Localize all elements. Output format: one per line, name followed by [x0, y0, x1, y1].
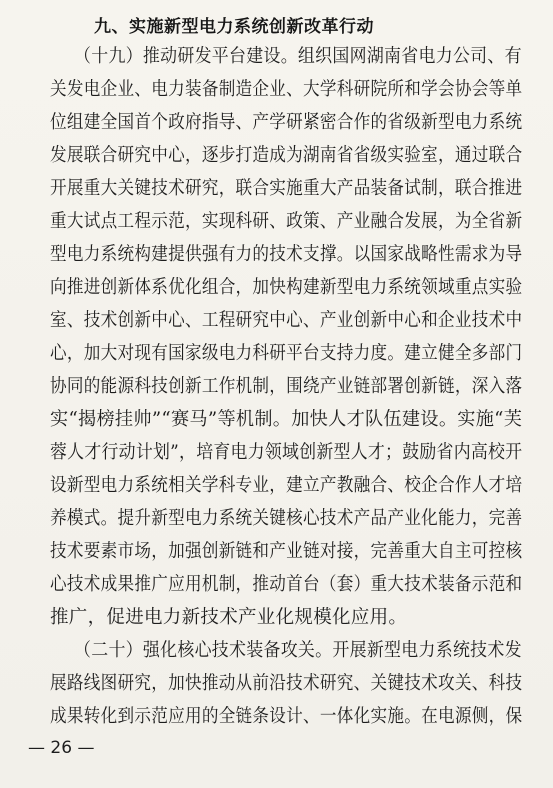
paragraph-line: 室、技术创新中心、工程研究中心、产业创新中心和企业技术中	[50, 310, 523, 331]
paragraph-line: 设新型电力系统相关学科专业，建立产教融合、校企合作人才培	[50, 475, 523, 496]
paragraph-line: 发展联合研究中心，逐步打造成为湖南省省级实验室，通过联合	[50, 145, 523, 166]
paragraph-line: （十九）推动研发平台建设。组织国网湖南省电力公司、有	[74, 46, 522, 67]
paragraph-line: 实“揭榜挂帅”“赛马”等机制。加快人才队伍建设。实施“芙	[50, 409, 523, 430]
paragraph-line: 位组建全国首个政府指导、产学研紧密合作的省级新型电力系统	[50, 112, 523, 133]
paragraph-line: 重大试点工程示范，实现科研、政策、产业融合发展，为全省新	[50, 211, 523, 232]
paragraph-line: （二十）强化核心技术装备攻关。开展新型电力系统技术发	[74, 640, 522, 661]
paragraph-line: 推广，促进电力新技术产业化规模化应用。	[50, 607, 408, 628]
paragraph-line: 心技术成果推广应用机制，推动首台（套）重大技术装备示范和	[50, 574, 523, 595]
page-number: — 26 —	[28, 738, 95, 758]
paragraph-line: 心，加大对现有国家级电力科研平台支持力度。建立健全多部门	[50, 343, 523, 364]
paragraph-line: 蓉人才行动计划”，培育电力领域创新型人才；鼓励省内高校开	[50, 442, 523, 463]
paragraph-line: 成果转化到示范应用的全链条设计、一体化实施。在电源侧，保	[50, 706, 523, 727]
paragraph-line: 技术要素市场，加强创新链和产业链对接，完善重大自主可控核	[50, 541, 523, 562]
paragraph-line: 向推进创新体系优化组合，加快构建新型电力系统领域重点实验	[50, 277, 523, 298]
paragraph-line: 型电力系统构建提供强有力的技术支撑。以国家战略性需求为导	[50, 244, 523, 265]
paragraph-line: 展路线图研究，加快推动从前沿技术研究、关键技术攻关、科技	[50, 673, 523, 694]
section-heading: 九、实施新型电力系统创新改革行动	[94, 17, 374, 37]
paragraph-line: 协同的能源科技创新工作机制，围绕产业链部署创新链，深入落	[50, 376, 523, 397]
paragraph-line: 关发电企业、电力装备制造企业、大学科研院所和学会协会等单	[50, 79, 523, 100]
paragraph-line: 养模式。提升新型电力系统关键核心技术产品产业化能力，完善	[50, 508, 523, 529]
paragraph-line: 开展重大关键技术研究，联合实施重大产品装备试制，联合推进	[50, 178, 523, 199]
